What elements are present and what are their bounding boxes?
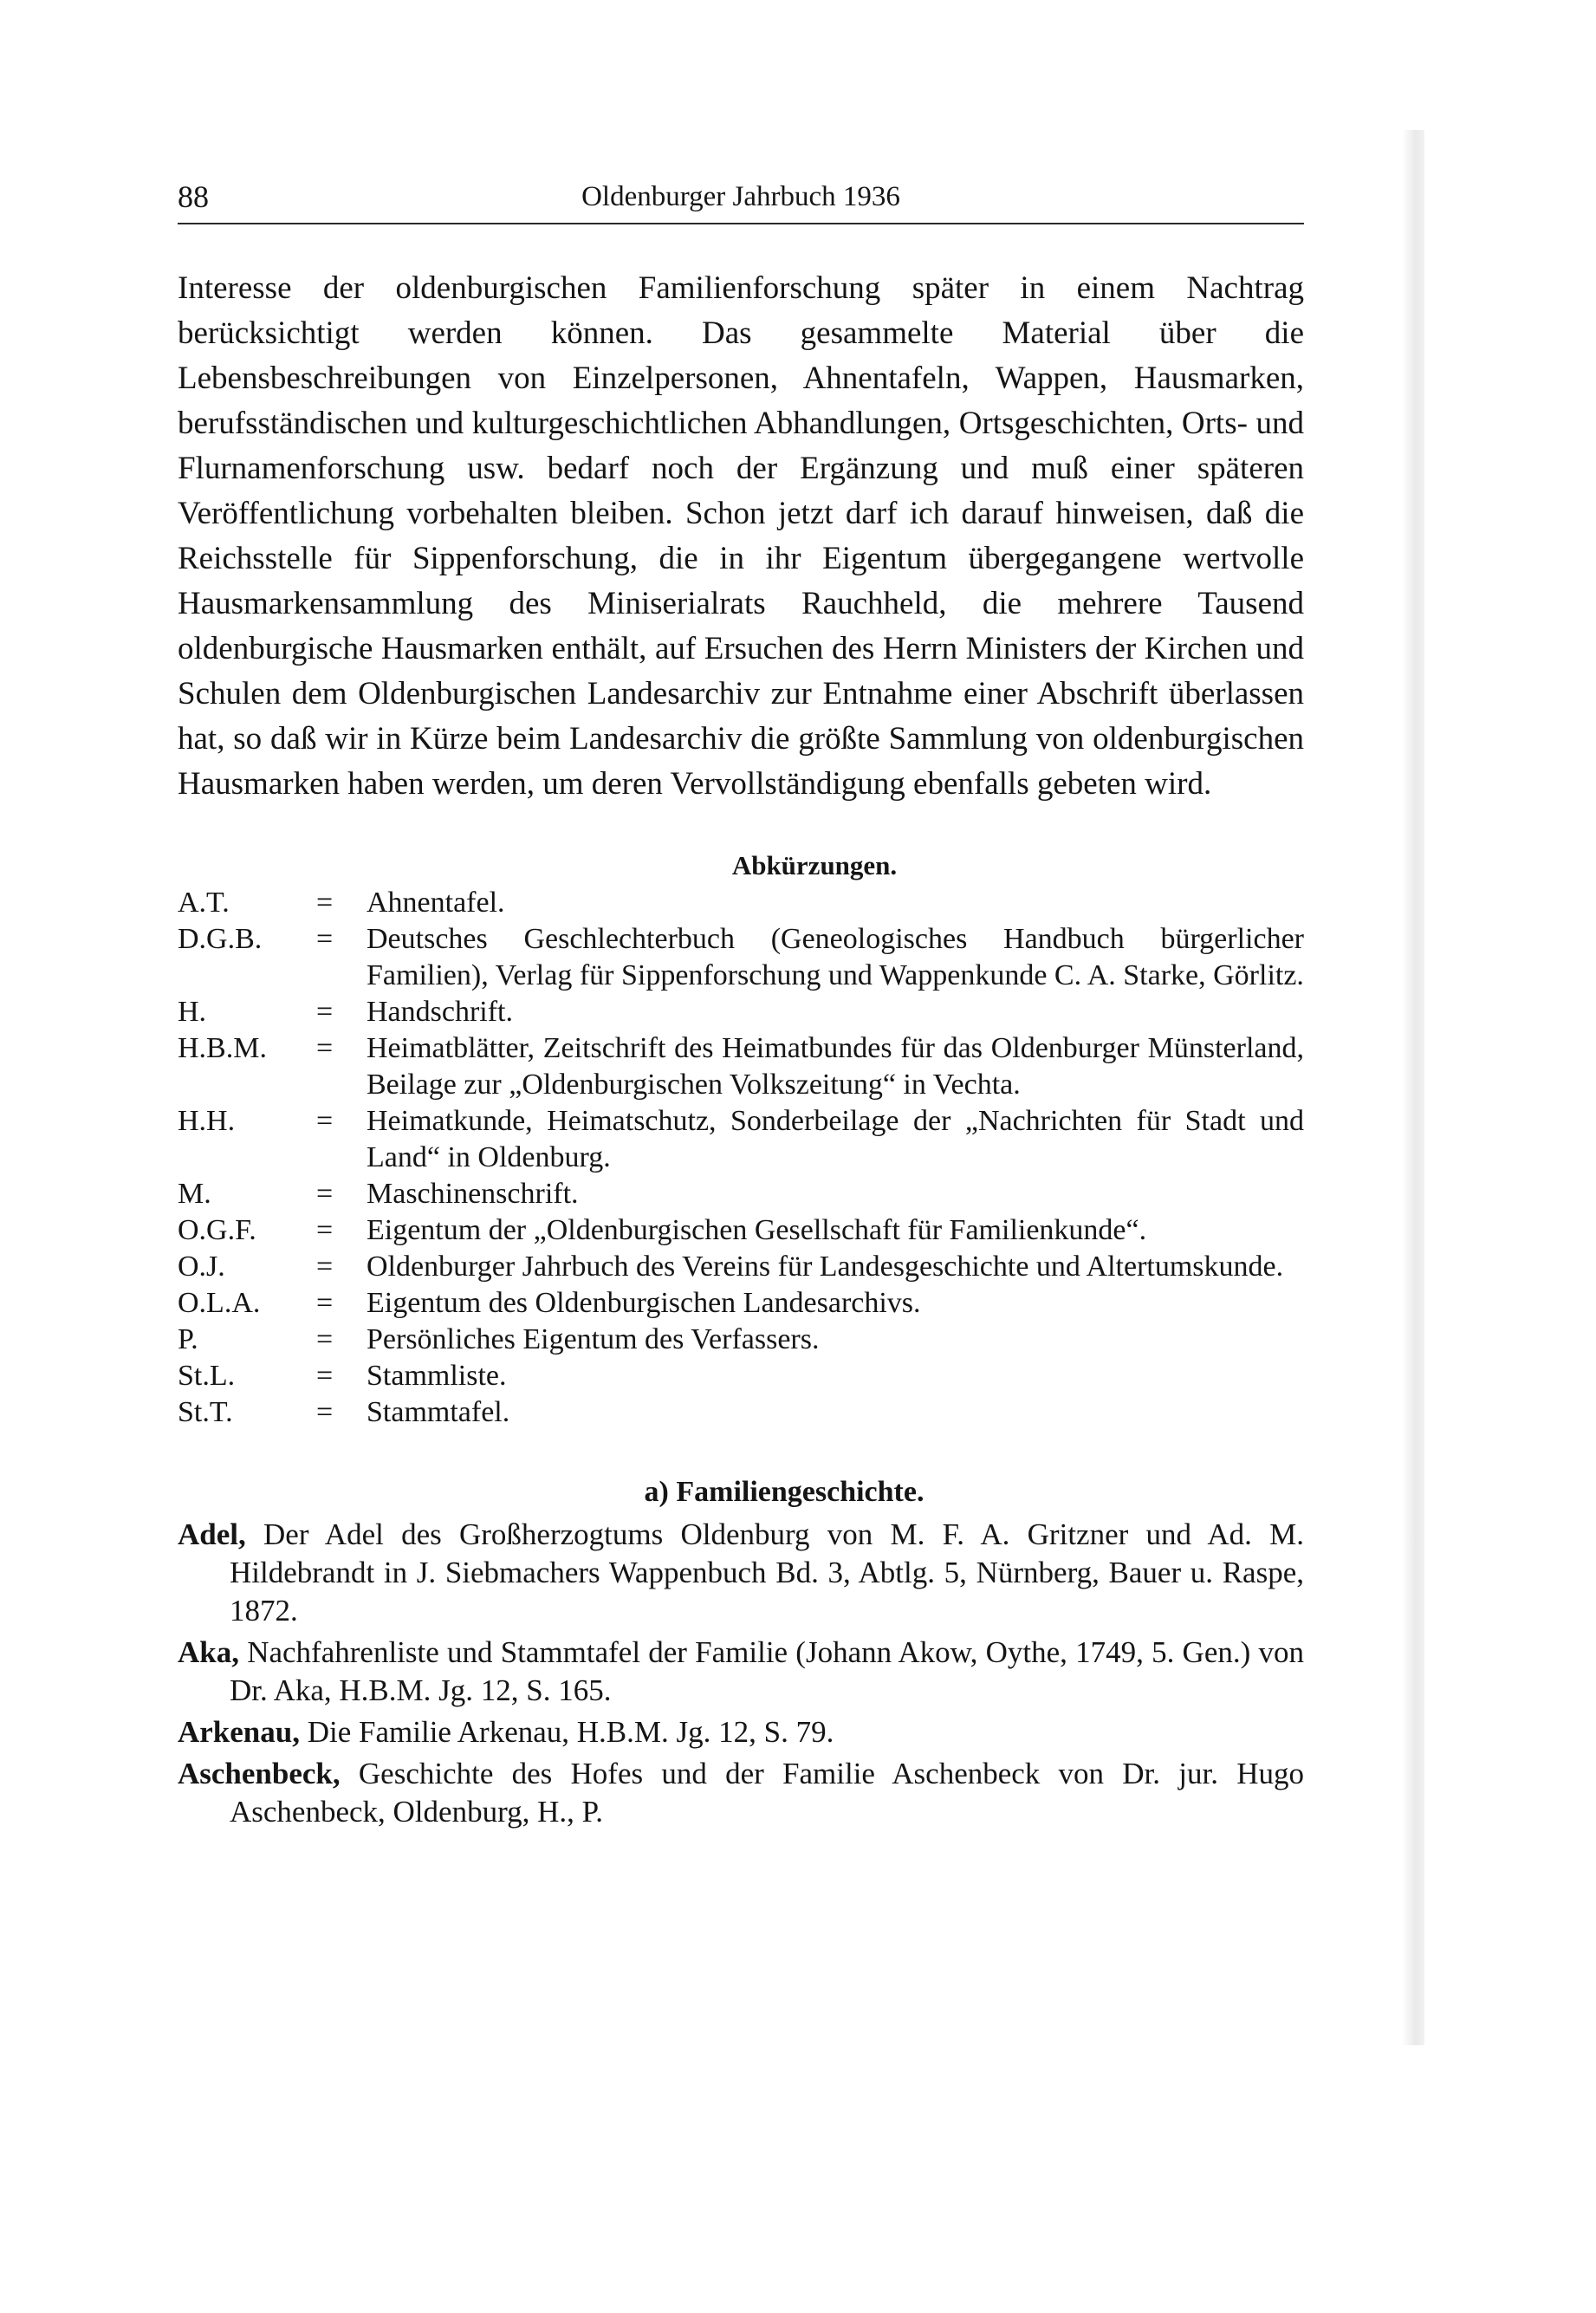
section-heading: a) Familiengeschichte.	[644, 1476, 925, 1508]
abbreviation-row	[178, 1285, 1304, 1322]
abbreviation-equals: =	[316, 996, 334, 1028]
abbreviation-equals: =	[316, 1251, 334, 1283]
abbreviation-key: O.J.	[178, 1251, 225, 1283]
abbreviation-row	[178, 1249, 1304, 1285]
abbreviation-row	[178, 994, 1304, 1030]
abbreviation-key: St.T.	[178, 1396, 233, 1428]
abbreviation-definition: Heimatkunde, Heimatschutz, Sonderbeilage der „Nachrichten für Stadt und Land“ in Oldenburg.	[367, 1105, 1304, 1173]
abbreviation-key: P.	[178, 1323, 198, 1355]
abbreviation-key: H.H.	[178, 1105, 236, 1137]
abbreviation-row	[178, 1103, 1304, 1176]
abbreviation-key: H.	[178, 996, 207, 1028]
abbreviation-equals: =	[316, 923, 334, 955]
abbreviation-equals: =	[316, 1360, 334, 1392]
abbreviation-row	[178, 1394, 1304, 1431]
abbreviation-equals: =	[316, 1396, 334, 1428]
entry-text: Nachfahrenliste und Stammtafel der Familie (Johann Akow, Oythe, 1749, 5. Gen.) von Dr. Aka, H.B.M. Jg. 12, S. 165.	[230, 1635, 1304, 1707]
entry-name: Aka,	[178, 1635, 239, 1669]
abbreviation-key: O.L.A.	[178, 1287, 261, 1319]
page-number: 88	[178, 179, 209, 214]
abbreviation-definition: Ahnentafel.	[367, 887, 505, 919]
page-edge-shadow	[1402, 130, 1424, 2045]
entry-name: Adel,	[178, 1517, 246, 1551]
abbreviation-definition: Heimatblätter, Zeitschrift des Heimatbundes für das Oldenburger Münsterland, Beilage zur „Oldenburgischen Volkszeitung“ in Vechta.	[367, 1032, 1304, 1101]
abbreviation-equals: =	[316, 1323, 334, 1355]
abbreviations-list	[178, 885, 1304, 1431]
abbreviation-equals: =	[316, 1214, 334, 1246]
bibliography-entry	[178, 1713, 1304, 1751]
abbreviation-definition: Stammtafel.	[367, 1396, 510, 1428]
abbreviation-definition: Maschinenschrift.	[367, 1178, 579, 1210]
abbreviation-definition: Handschrift.	[367, 996, 514, 1028]
bibliography-entry	[178, 1755, 1304, 1831]
abbreviation-definition: Eigentum der „Oldenburgischen Gesellschaft für Familienkunde“.	[367, 1214, 1147, 1246]
abbreviation-equals: =	[316, 887, 334, 919]
document-page	[178, 178, 1304, 1835]
entry-name: Arkenau,	[178, 1715, 300, 1749]
entry-text: Geschichte des Hofes und der Familie Aschenbeck von Dr. jur. Hugo Aschenbeck, Oldenburg, H., P.	[230, 1757, 1304, 1829]
entry-text: Der Adel des Großherzogtums Oldenburg von M. F. A. Gritzner und Ad. M. Hildebrandt in J. Siebmachers Wappenbuch Bd. 3, Abtlg. 5, Nürnberg, Bauer u. Raspe, 1872.	[230, 1517, 1304, 1628]
abbreviation-key: A.T.	[178, 887, 230, 919]
intro-paragraph: Interesse der oldenburgischen Familienforschung später in einem Nachtrag berücksichtigt werden können. Das gesammelte Material über die Lebensbeschreibungen von Einzelpersonen, Ahnentafeln, Wappen, Hausmarken, berufsständischen und kulturgeschichtlichen Abhandlungen, Ortsgeschichten, Orts- und Flurnamenforschung usw. bedarf noch der Ergänzung und muß einer späteren Veröffentlichung vorbehalten bleiben. Schon jetzt darf ich darauf hinweisen, daß die Reichsstelle für Sippenforschung, die in ihr Eigentum übergegangene wertvolle Hausmarkensammlung des Miniserialrats Rauchheld, die mehrere Tausend oldenburgische Hausmarken enthält, auf Ersuchen des Herrn Ministers der Kirchen und Schulen dem Oldenburgischen Landesarchiv zur Entnahme einer Abschrift überlassen hat, so daß wir in Kürze beim Landesarchiv die größte Sammlung von oldenburgischen Hausmarken haben werden, um deren Vervollständigung ebenfalls gebeten wird.	[178, 270, 1304, 802]
abbreviation-row	[178, 1322, 1304, 1358]
abbreviation-definition: Persönliches Eigentum des Verfassers.	[367, 1323, 820, 1355]
bibliography-entry	[178, 1634, 1304, 1710]
abbreviation-equals: =	[316, 1178, 334, 1210]
abbreviations-heading: Abkürzungen.	[731, 850, 898, 880]
abbreviation-row	[178, 921, 1304, 994]
entry-text: Die Familie Arkenau, H.B.M. Jg. 12, S. 79.	[300, 1715, 834, 1749]
abbreviation-key: St.L.	[178, 1360, 236, 1392]
abbreviation-row	[178, 1358, 1304, 1394]
abbreviation-key: O.G.F.	[178, 1214, 256, 1246]
abbreviation-row	[178, 1176, 1304, 1212]
abbreviation-definition: Stammliste.	[367, 1360, 507, 1392]
abbreviation-definition: Oldenburger Jahrbuch des Vereins für Landesgeschichte und Altertumskunde.	[367, 1251, 1284, 1283]
abbreviation-definition: Deutsches Geschlechterbuch (Geneologisches Handbuch bürgerlicher Familien), Verlag für Sippenforschung und Wappenkunde C. A. Starke, Görlitz.	[367, 923, 1304, 991]
abbreviation-row	[178, 885, 1304, 921]
page-header	[178, 178, 1304, 224]
abbreviation-equals: =	[316, 1032, 334, 1064]
entry-name: Aschenbeck,	[178, 1757, 341, 1790]
abbreviation-equals: =	[316, 1105, 334, 1137]
abbreviation-row	[178, 1030, 1304, 1103]
abbreviation-equals: =	[316, 1287, 334, 1319]
abbreviation-row	[178, 1212, 1304, 1249]
abbreviation-key: H.B.M.	[178, 1032, 267, 1064]
abbreviation-key: M.	[178, 1178, 211, 1210]
abbreviation-definition: Eigentum des Oldenburgischen Landesarchivs.	[367, 1287, 921, 1319]
bibliography-list	[178, 1516, 1304, 1831]
bibliography-entry	[178, 1516, 1304, 1630]
abbreviation-key: D.G.B.	[178, 923, 263, 955]
running-title: Oldenburger Jahrbuch 1936	[581, 181, 900, 212]
